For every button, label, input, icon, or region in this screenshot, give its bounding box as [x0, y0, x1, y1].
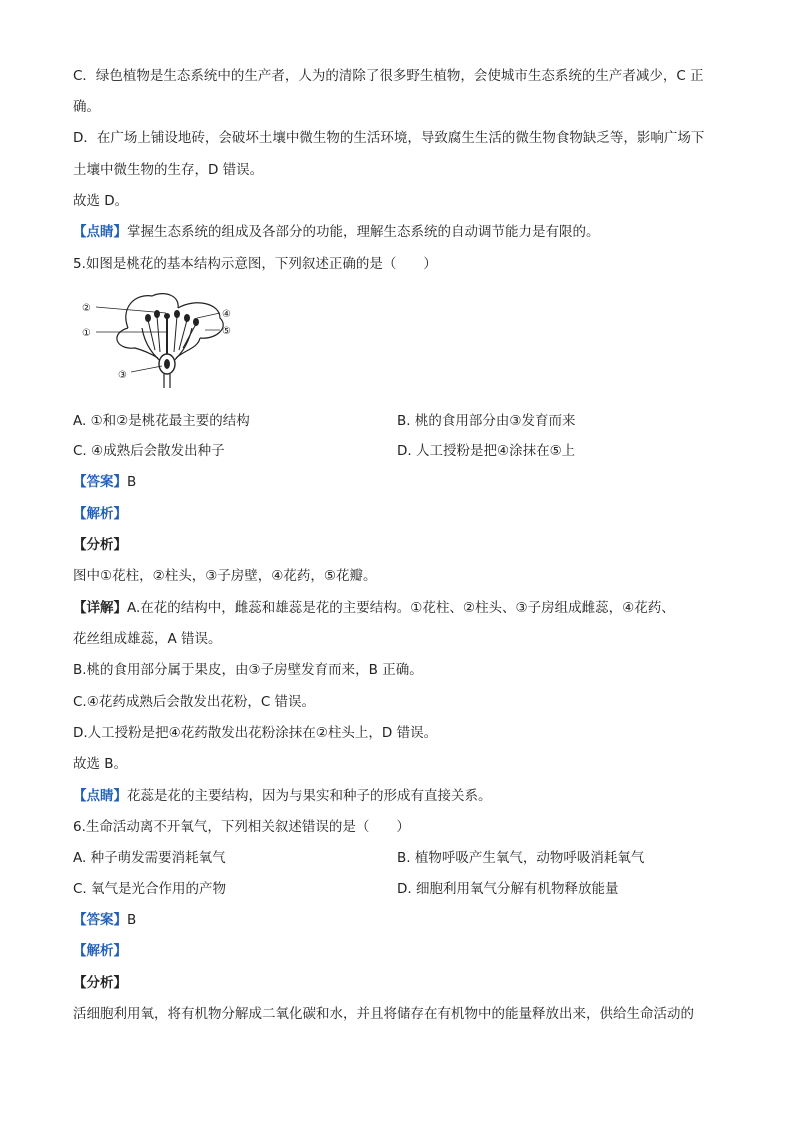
choose-line: 故选 D。	[73, 193, 129, 209]
q5-key-point	[73, 786, 492, 806]
q5-choose: 故选 B。	[73, 756, 128, 772]
peach-flower-diagram	[80, 288, 250, 388]
q6-jiexi-tag	[73, 941, 127, 961]
q5-key-point-text: 花蕊是花的主要结构，因为与果实和种子的形成有直接关系。	[127, 788, 492, 804]
q5-fenxi-tag	[73, 535, 127, 555]
q6-option-c: C. 氧气是光合作用的产物	[73, 881, 227, 897]
paragraph-option-d: D．在广场上铺设地砖，会破坏土壤中微生物的生活环境，导致腐生生活的微生物食物缺乏等，影响广场下	[73, 130, 705, 146]
label-1: ①	[82, 328, 91, 339]
q5-detail-line-1	[73, 598, 675, 618]
q5-fenxi-text: 图中①花柱，②柱头，③子房壁，④花药，⑤花瓣。	[73, 568, 377, 584]
label-3: ③	[118, 370, 127, 381]
q5-detail-line-2: 花丝组成雄蕊，A 错误。	[73, 631, 222, 647]
q5-jiexi-tag	[73, 504, 127, 524]
analysis-tag: 【解析】	[73, 506, 127, 522]
q6-option-d: D. 细胞利用氧气分解有机物释放能量	[397, 881, 619, 897]
question-6-stem: 6.生命活动离不开氧气，下列相关叙述错误的是（ ）	[73, 819, 410, 835]
key-point-line	[73, 222, 600, 242]
q6-option-b: B. 植物呼吸产生氧气，动物呼吸消耗氧气	[397, 850, 645, 866]
label-5: ⑤	[222, 326, 231, 337]
fenxi-tag: 【分析】	[73, 537, 127, 553]
answer-tag: 【答案】	[73, 474, 127, 490]
q5-detail-a: A.在花的结构中，雌蕊和雄蕊是花的主要结构。①花柱、②柱头、③子房组成雌蕊，④花药、	[127, 600, 675, 616]
q5-answer-line	[73, 472, 136, 492]
analysis-tag-2: 【解析】	[73, 943, 127, 959]
q5-option-a: A. ①和②是桃花最主要的结构	[73, 413, 250, 429]
q6-fenxi-text: 活细胞利用氧，将有机物分解成二氧化碳和水，并且将储存在有机物中的能量释放出来，供给生命活动的	[73, 1006, 694, 1022]
paragraph-option-c: C．绿色植物是生态系统中的生产者，人为的清除了很多野生植物，会使城市生态系统的生产者减少，C 正	[73, 68, 704, 84]
fenxi-tag-2: 【分析】	[73, 975, 127, 991]
key-point-tag-2: 【点睛】	[73, 788, 127, 804]
paragraph-option-c-cont: 确。	[73, 99, 100, 115]
q5-option-b: B. 桃的食用部分由③发育而来	[397, 413, 576, 429]
label-2: ②	[82, 303, 91, 314]
q6-option-a: A. 种子萌发需要消耗氧气	[73, 850, 226, 866]
answer-tag-2: 【答案】	[73, 912, 127, 928]
q6-fenxi-tag	[73, 973, 127, 993]
q5-detail-b: B.桃的食用部分属于果皮，由③子房壁发育而来，B 正确。	[73, 662, 423, 678]
label-4: ④	[222, 309, 231, 320]
q5-answer: B	[127, 474, 137, 490]
key-point-tag: 【点睛】	[73, 224, 127, 240]
q6-answer: B	[127, 912, 137, 928]
question-5-stem: 5.如图是桃花的基本结构示意图，下列叙述正确的是（ ）	[73, 256, 437, 272]
q5-detail-d: D.人工授粉是把④花药散发出花粉涂抹在②柱头上，D 错误。	[73, 725, 438, 741]
q5-detail-c: C.④花药成熟后会散发出花粉，C 错误。	[73, 694, 316, 710]
q5-option-d: D. 人工授粉是把④涂抹在⑤上	[397, 443, 576, 459]
paragraph-option-d-cont: 土壤中微生物的生存，D 错误。	[73, 162, 264, 178]
key-point-text: 掌握生态系统的组成及各部分的功能，理解生态系统的自动调节能力是有限的。	[127, 224, 600, 240]
q5-option-c: C. ④成熟后会散发出种子	[73, 443, 225, 459]
q6-answer-line	[73, 910, 136, 930]
detail-tag: 【详解】	[73, 600, 127, 616]
